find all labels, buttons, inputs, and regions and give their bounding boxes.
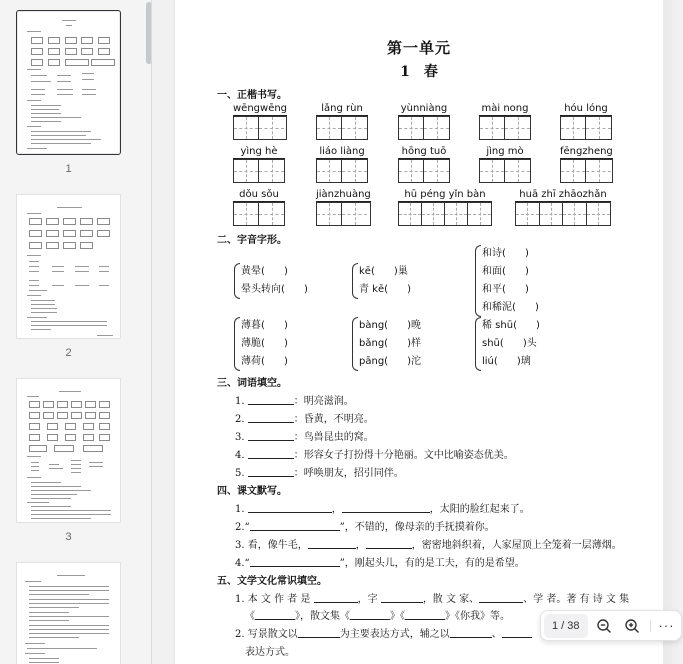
document-viewer <box>153 0 683 664</box>
answer-blank[interactable] <box>250 557 340 567</box>
recitation-item <box>235 536 622 551</box>
writing-grid <box>398 202 492 226</box>
thumbnail-image[interactable] <box>16 194 121 339</box>
recitation-item <box>235 518 495 533</box>
writing-grid <box>316 116 368 140</box>
pronunciation-group <box>359 263 411 299</box>
group-item: 和诗( ) <box>482 248 529 259</box>
group-item: 薄荷( ) <box>241 356 288 367</box>
pinyin-label: mài nong <box>479 103 531 116</box>
item-number: 3. <box>235 432 245 443</box>
pinyin-box-group <box>479 103 531 140</box>
thumbnail-image[interactable] <box>16 562 121 664</box>
answer-blank[interactable] <box>479 593 523 603</box>
group-item: bàng( )晚 <box>359 320 422 331</box>
literature-item-cont <box>245 607 510 622</box>
pronunciation-group <box>482 245 539 317</box>
pinyin-box-group <box>515 189 611 226</box>
thumbnail-page-number: 1 <box>65 163 72 175</box>
item-number: 1. <box>235 396 245 407</box>
thumbnail-sidebar <box>0 0 152 664</box>
pinyin-label: hōng tuō <box>398 146 450 159</box>
thumbnail-page-1[interactable] <box>16 10 121 175</box>
lesson-number: 1 <box>400 64 410 80</box>
group-item: kē( )巢 <box>359 266 408 277</box>
writing-grid <box>398 159 450 183</box>
pinyin-label: yùnniàng <box>398 103 450 116</box>
pinyin-label: jiànzhuàng <box>316 189 371 200</box>
pinyin-box-group <box>560 103 612 140</box>
item-text: ， <box>331 504 342 515</box>
document-page <box>175 0 663 664</box>
pinyin-box-group <box>398 146 450 183</box>
zoom-in-icon <box>624 618 640 634</box>
recitation-item <box>235 554 525 569</box>
answer-blank[interactable] <box>366 539 412 549</box>
answer-blank[interactable] <box>248 503 332 513</box>
pinyin-label: hū péng yǐn bàn <box>398 189 492 202</box>
pinyin-box-group <box>479 146 531 183</box>
item-text: 为主要表达方式，辅之以 <box>339 629 450 640</box>
thumbnail-page-number: 2 <box>65 347 72 359</box>
section-heading-1: 一、正楷书写。 <box>217 90 287 101</box>
pinyin-label: jìng mò <box>479 146 531 159</box>
answer-blank[interactable] <box>255 610 295 620</box>
item-text: ”，刚起头儿，有的是工夫，有的是希望。 <box>339 558 525 569</box>
writing-grid <box>479 159 531 183</box>
writing-grid <box>316 202 371 226</box>
answer-blank[interactable] <box>298 628 340 638</box>
thumbnail-page-3[interactable] <box>16 378 121 543</box>
item-text: 2. 写景散文以 <box>235 629 298 640</box>
group-item: 和平( ) <box>482 284 529 295</box>
sidebar-scrollbar-thumb[interactable] <box>146 2 152 64</box>
toolbar-divider <box>650 620 651 632</box>
item-text: 、 <box>491 629 502 640</box>
item-text: 《 <box>245 611 255 622</box>
answer-blank[interactable] <box>248 467 294 477</box>
item-text: ：明亮滋润。 <box>293 396 354 407</box>
answer-blank[interactable] <box>314 593 358 603</box>
item-text: ”，不错的，像母亲的手抚摸着你。 <box>339 522 495 533</box>
answer-blank[interactable] <box>350 610 390 620</box>
group-item: 和稀泥( ) <box>482 302 539 313</box>
pinyin-box-group <box>233 146 285 183</box>
item-text: ：呼唤朋友，招引同伴。 <box>293 468 404 479</box>
item-number: 1. <box>235 504 245 515</box>
vocab-item <box>235 446 514 461</box>
group-item: 和面( ) <box>482 266 529 277</box>
pinyin-label: lǎng rùn <box>316 103 368 116</box>
group-item: liú( )璃 <box>482 356 531 367</box>
section-heading-3: 三、词语填空。 <box>217 378 287 389</box>
pinyin-label: hóu lóng <box>560 103 612 116</box>
pinyin-label: dǒu sǒu <box>233 189 285 202</box>
writing-grid <box>233 116 287 140</box>
lesson-title <box>175 61 663 81</box>
group-item: 稀 shū( ) <box>482 320 540 331</box>
group-item: 青 kē( ) <box>359 284 411 295</box>
writing-grid <box>398 116 450 140</box>
item-text: 1. 本 文 作 者 是 <box>235 594 311 605</box>
pinyin-box-group <box>398 189 492 226</box>
group-item: 薄暮( ) <box>241 320 288 331</box>
page-indicator[interactable]: 1 / 38 <box>544 614 588 638</box>
recitation-item <box>235 500 530 515</box>
item-number: 5. <box>235 468 245 479</box>
literature-item-cont <box>245 643 295 658</box>
item-text: ：鸟兽昆虫的窝。 <box>293 432 374 443</box>
writing-grid <box>233 159 285 183</box>
answer-blank[interactable] <box>502 628 532 638</box>
vocab-item <box>235 410 374 425</box>
pinyin-box-group <box>316 103 368 140</box>
pronunciation-group <box>241 263 308 299</box>
zoom-out-button[interactable] <box>592 614 616 638</box>
item-number: 4. <box>235 450 245 461</box>
writing-grid <box>316 159 368 183</box>
pronunciation-group <box>241 317 288 371</box>
answer-blank[interactable] <box>381 593 423 603</box>
section-heading-2: 二、字音字形。 <box>217 235 287 246</box>
item-text: ，密密地斜织着，人家屋顶上全笼着一层薄烟。 <box>411 540 622 551</box>
item-text: ， <box>355 540 366 551</box>
answer-blank[interactable] <box>248 431 294 441</box>
lesson-name: 春 <box>423 64 438 80</box>
zoom-out-icon <box>596 618 612 634</box>
item-text: 》，散文集《 <box>295 611 350 622</box>
vocab-item <box>235 464 404 479</box>
item-text: 》《 <box>390 611 405 622</box>
group-item: shū( )头 <box>482 338 537 349</box>
literature-item <box>235 590 629 605</box>
pinyin-box-group <box>233 103 287 140</box>
more-options-button[interactable]: ··· <box>658 618 675 633</box>
answer-blank[interactable] <box>308 539 356 549</box>
answer-blank[interactable] <box>248 413 294 423</box>
group-item: 晕头转向( ) <box>241 284 308 295</box>
item-text: 、学 者。著 有 诗 文 集 <box>523 594 630 605</box>
group-item: bǎng( )样 <box>359 338 422 349</box>
section-heading-4: 四、课文默写。 <box>217 486 287 497</box>
pinyin-label: fēngzheng <box>560 146 613 157</box>
page-toolbar <box>540 610 682 641</box>
unit-title: 第一单元 <box>386 39 451 57</box>
group-item: 薄脆( ) <box>241 338 288 349</box>
item-text: 3. 看，像牛毛， <box>235 540 308 551</box>
writing-grid <box>479 116 531 140</box>
answer-blank[interactable] <box>250 521 340 531</box>
item-text: 》《你我》等。 <box>445 611 510 622</box>
thumbnail-page-4[interactable] <box>16 562 121 664</box>
group-item: pāng( )沱 <box>359 356 422 367</box>
item-text: ：形容女子打扮得十分艳丽。文中比喻姿态优美。 <box>293 450 514 461</box>
vocab-item <box>235 392 354 407</box>
group-item: 黄晕( ) <box>241 266 288 277</box>
item-number: 2.“ <box>235 522 250 533</box>
pinyin-box-group <box>233 189 285 226</box>
answer-blank[interactable] <box>248 395 294 405</box>
pinyin-label: wēngwēng <box>233 103 288 114</box>
page-gutter <box>663 0 683 664</box>
answer-blank[interactable] <box>450 628 492 638</box>
thumbnail-image[interactable] <box>16 10 121 155</box>
answer-blank[interactable] <box>342 503 430 513</box>
literature-item <box>235 625 532 640</box>
writing-grid <box>560 116 612 140</box>
vocab-item <box>235 428 374 443</box>
pinyin-box-group <box>316 189 371 226</box>
pinyin-label: huā zhī zhāozhǎn <box>515 189 611 202</box>
pronunciation-group <box>482 317 540 371</box>
pinyin-box-group <box>560 146 613 183</box>
pinyin-box-group <box>398 103 450 140</box>
pinyin-box-group <box>316 146 368 183</box>
section-heading-5: 五、文学文化常识填空。 <box>217 576 327 587</box>
item-number: 2. <box>235 414 245 425</box>
pinyin-label: yìng hè <box>233 146 285 159</box>
writing-grid <box>560 159 613 183</box>
pinyin-label: liáo liàng <box>316 146 368 159</box>
thumbnail-page-number: 3 <box>65 531 72 543</box>
thumbnail-page-2[interactable] <box>16 194 121 359</box>
item-text: ：昏黄，不明亮。 <box>293 414 374 425</box>
item-text: ，字 <box>357 594 378 605</box>
thumbnail-image[interactable] <box>16 378 121 523</box>
item-text: ，散 文 家、 <box>422 594 480 605</box>
item-number: 4.“ <box>235 558 250 569</box>
item-text: ，太阳的脸红起来了。 <box>429 504 530 515</box>
answer-blank[interactable] <box>248 449 294 459</box>
answer-blank[interactable] <box>405 610 445 620</box>
pronunciation-group <box>359 317 421 371</box>
writing-grid <box>233 202 285 226</box>
writing-grid <box>515 202 611 226</box>
zoom-in-button[interactable] <box>620 614 644 638</box>
item-text: 表达方式。 <box>245 647 295 658</box>
